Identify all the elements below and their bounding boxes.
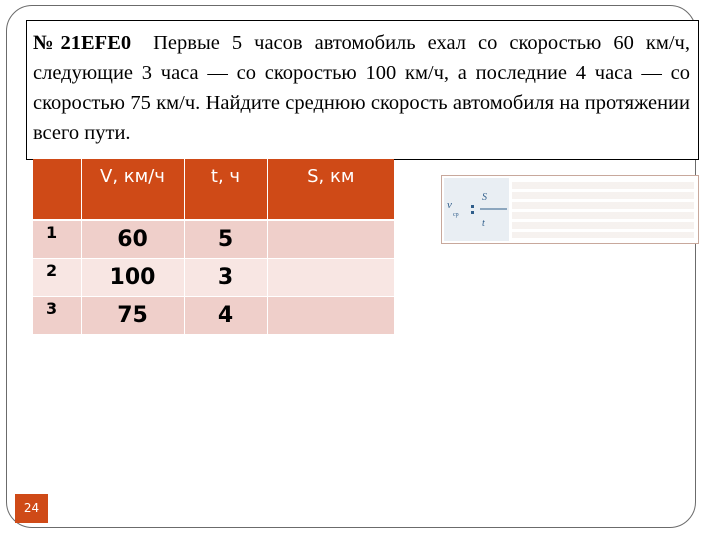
distance-cell xyxy=(267,258,394,296)
header-speed: V, км/ч xyxy=(81,159,184,220)
time-cell: 3 xyxy=(184,258,267,296)
table-row xyxy=(33,258,394,296)
formula-glyphs xyxy=(444,178,509,241)
svg-text:v: v xyxy=(447,199,452,211)
distance-cell xyxy=(267,220,394,258)
row-number: 3 xyxy=(33,296,81,334)
svg-text:t: t xyxy=(482,218,485,229)
svg-text:ср: ср xyxy=(453,212,459,218)
speed-cell: 60 xyxy=(81,220,184,258)
problem-statement xyxy=(26,20,699,160)
header-number xyxy=(33,159,81,220)
problem-text: Первые 5 часов автомобиль ехал со скоростью 60 км/ч, следующие 3 часа — со скоростью 100 км/ч, а последние 4 часа — со скоростью 75 км/ч. Найдите среднюю скорость автомобиля на протяжении всего пути. xyxy=(33,32,690,144)
time-cell: 5 xyxy=(184,220,267,258)
table-row xyxy=(33,296,394,334)
row-number: 1 xyxy=(33,220,81,258)
header-time: t, ч xyxy=(184,159,267,220)
average-speed-formula-thumbnail xyxy=(444,178,509,241)
problem-id: №21EFE0 xyxy=(33,32,132,54)
row-number: 2 xyxy=(33,258,81,296)
table-row xyxy=(33,220,394,258)
table-header-row xyxy=(33,159,394,220)
header-distance: S, км xyxy=(267,159,394,220)
distance-cell xyxy=(267,296,394,334)
speed-cell: 75 xyxy=(81,296,184,334)
formula-image xyxy=(441,175,699,244)
formula-faded-area xyxy=(512,182,694,238)
speed-cell: 100 xyxy=(81,258,184,296)
data-table xyxy=(33,159,394,335)
page-number-badge: 24 xyxy=(15,494,48,523)
time-cell: 4 xyxy=(184,296,267,334)
svg-text:S: S xyxy=(482,192,487,203)
